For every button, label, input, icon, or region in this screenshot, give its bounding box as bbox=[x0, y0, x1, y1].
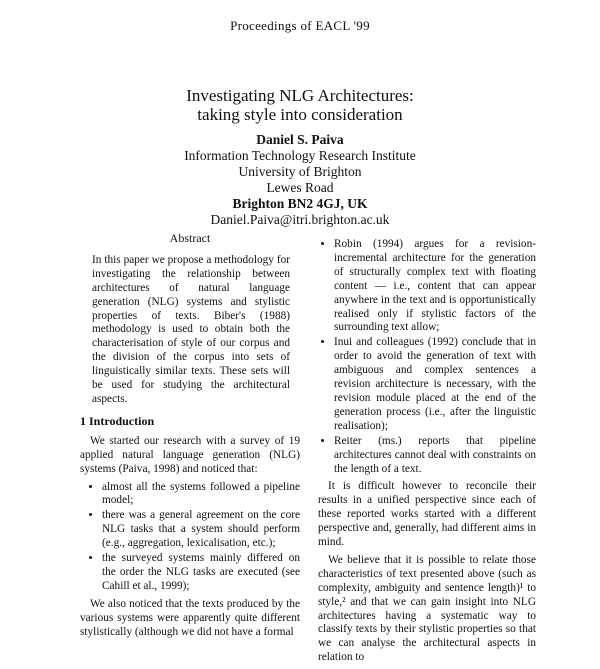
abstract-text: In this paper we propose a methodology for investigating the relationship between architectures of natural language generation (NLG) systems and stylistic properties of texts. Biber's (1988) methodology is used to obtain both the characterisation of style of our corpus and the division of the corpus into sets of linguistically similar texts. These sets will be used for studying the architectural aspects. bbox=[92, 253, 290, 405]
list-item: • Inui and colleagues (1992) conclude that in order to avoid the generation of text with ambiguous and complex sentences a revision architecture is necessary, with the revision module placed at the end of the generation process (i.e., after the linguistic realisation); bbox=[334, 336, 536, 433]
intro-bullet-list bbox=[80, 481, 300, 594]
introduction-heading: 1 Introduction bbox=[80, 413, 155, 428]
abstract-heading: Abstract bbox=[169, 231, 211, 245]
intro-paragraph-2: We also noticed that the texts produced by the various systems were apparently quite different stylistically (although we did not have a formal bbox=[80, 597, 300, 638]
title-line-2: taking style into consideration bbox=[197, 105, 403, 124]
list-item: • the surveyed systems mainly differed on the order the NLG tasks are executed (see Cahill et al., 1999); bbox=[102, 552, 300, 594]
title-line-1: Investigating NLG Architectures: bbox=[186, 86, 414, 105]
author-university: University of Brighton bbox=[238, 164, 362, 179]
right-paragraph-1: It is difficult however to reconcile their results in a unified perspective since each of these reported works started with a different perspective and, generally, had different aims in mind. bbox=[318, 480, 536, 549]
author-street: Lewes Road bbox=[266, 180, 334, 195]
list-item: • Robin (1994) argues for a revision-incremental architecture for the generation of structurally complex text with floating content — i.e., content that can appear anywhere in the text and is opportunistically realised only if stylistic factors of the surrounding text allow; bbox=[334, 238, 536, 335]
intro-paragraph-1: We started our research with a survey of 19 applied natural language generation (NLG) systems (Paiva, 1998) and noticed that: bbox=[80, 434, 300, 475]
author-affiliation: Information Technology Research Institute bbox=[184, 148, 416, 163]
list-item: • there was a general agreement on the core NLG tasks that a system should perform (e.g., aggregation, lexicalisation, etc.); bbox=[102, 509, 300, 551]
author-email: Daniel.Paiva@itri.brighton.ac.uk bbox=[210, 212, 390, 227]
paper-title bbox=[0, 86, 600, 124]
author-name: Daniel S. Paiva bbox=[256, 132, 344, 147]
left-column bbox=[80, 232, 300, 643]
list-item: • almost all the systems followed a pipeline model; bbox=[102, 481, 300, 509]
related-work-list bbox=[318, 238, 536, 476]
author-block bbox=[0, 132, 600, 228]
author-city: Brighton BN2 4GJ, UK bbox=[232, 196, 368, 211]
right-paragraph-2: We believe that it is possible to relate those characteristics of text presented above (such as complexity, ambiguity and sentence length)¹ to style,² and that we can gain insight into NLG architectures having a systematic way to classify texts by their stylistic properties so that we can analyse the architectural aspects in relation to bbox=[318, 553, 536, 664]
right-column bbox=[318, 238, 536, 669]
proceedings-header: Proceedings of EACL '99 bbox=[230, 18, 370, 33]
list-item: • Reiter (ms.) reports that pipeline architectures cannot deal with constraints on the length of a text. bbox=[334, 435, 536, 477]
